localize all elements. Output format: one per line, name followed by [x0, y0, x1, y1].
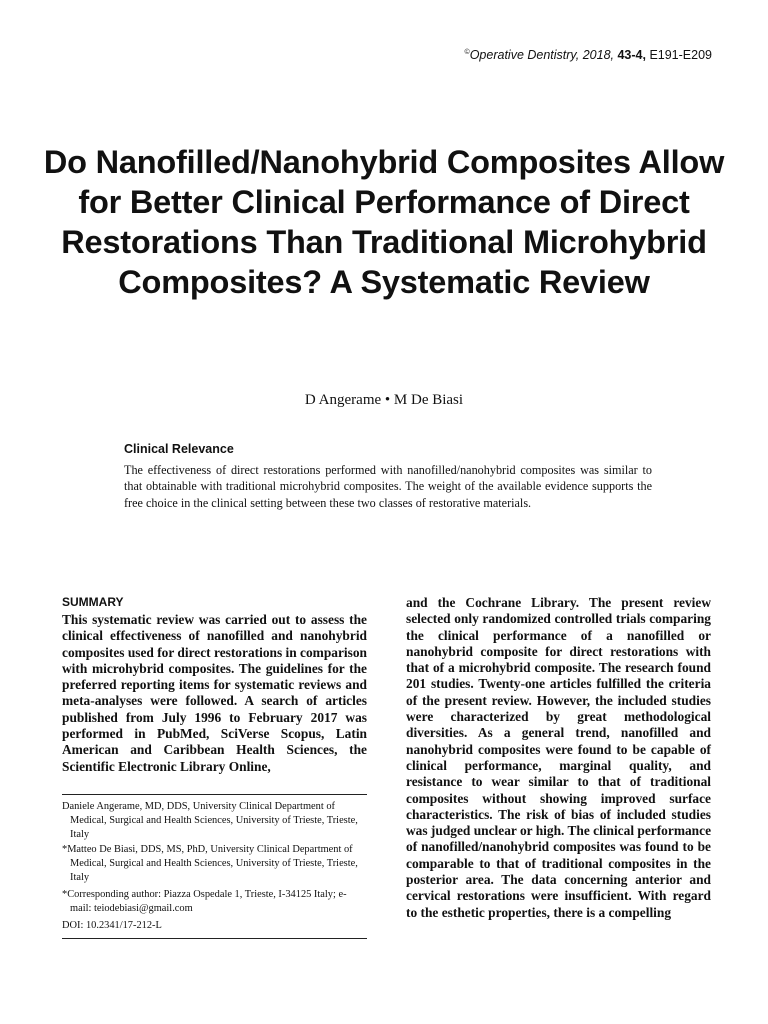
summary-text-right: and the Cochrane Library. The present review selected only randomized controlled trials comparing the clinical performance of a nanofilled or nanohybrid composite for direct restorations with that of a microhybrid composite. The research found 201 studies. Twenty-one articles fulfilled the criteria of the present review. However, the included studies were characterized by great methodological diversities. As a general trend, nanofilled and nanohybrid composites were found to be capable of clinical performance, marginal quality, and resistance to wear similar to that of traditional composites without showing improved surface characteristics. The risk of bias of included studies was judged unclear or high. The clinical performance of nanofilled/nanohybrid composites was found to be comparable to that of traditional composites in the posterior area. The data concerning anterior and cervical restorations were insufficient. With regard to the esthetic properties, there is a compelling — [406, 595, 712, 920]
affiliation-author-1-text: Daniele Angerame, MD, DDS, University Clinical Department of Medical, Surgical and Health Sciences, University of Trieste, Trieste, Italy — [62, 801, 358, 841]
journal-volume: 43-4, — [617, 48, 646, 62]
clinical-relevance-text: The effectiveness of direct restorations performed with nanofilled/nanohybrid composites was similar to that obtainable with traditional microhybrid composites. The weight of the available evidence supports the free choice in the clinical setting between these two classes of restorative materials. — [124, 463, 652, 510]
copyright-mark: © — [464, 48, 470, 56]
journal-year: , 2018, — [575, 48, 618, 62]
journal-pages: E191-E209 — [645, 48, 712, 62]
affiliation-author-1 — [62, 800, 367, 843]
footnote-bottom-rule — [62, 938, 367, 939]
affiliation-author-2-text: *Matteo De Biasi, DDS, MS, PhD, University Clinical Department of Medical, Surgical and Health Sciences, University of Trieste, Trieste, Italy — [62, 844, 358, 884]
clinical-relevance-heading: Clinical Relevance — [124, 442, 234, 456]
journal-citation — [465, 48, 712, 62]
author-list: D Angerame • M De Biasi — [304, 392, 464, 408]
corresponding-author — [62, 888, 367, 916]
summary-heading: SUMMARY — [62, 595, 124, 609]
affiliation-author-2 — [62, 843, 367, 886]
article-title: Do Nanofilled/Nanohybrid Composites Allow for Better Clinical Performance of Direct Restorations Than Traditional Microhybrid Composites? A Systematic Review — [43, 144, 725, 300]
doi-link[interactable]: DOI: 10.2341/17-212-L — [62, 920, 162, 931]
summary-text-left: This systematic review was carried out to assess the clinical effectiveness of nanofilled and nanohybrid composites used for direct restorations in comparison with microhybrid composites. The guidelines for the preferred reporting items for systematic reviews and meta-analyses were followed. A search of articles published from July 1996 to February 2017 was performed in PubMed, SciVerse Scopus, Latin American and Caribbean Health Sciences, the Scientific Electronic Library Online, — [62, 612, 367, 774]
journal-name: Operative Dentistry — [469, 48, 576, 62]
footnote-divider — [62, 794, 367, 795]
corresponding-author-text: *Corresponding author: Piazza Ospedale 1, Trieste, I-34125 Italy; e-mail: teiodebiasi@gmail.com — [62, 889, 347, 915]
